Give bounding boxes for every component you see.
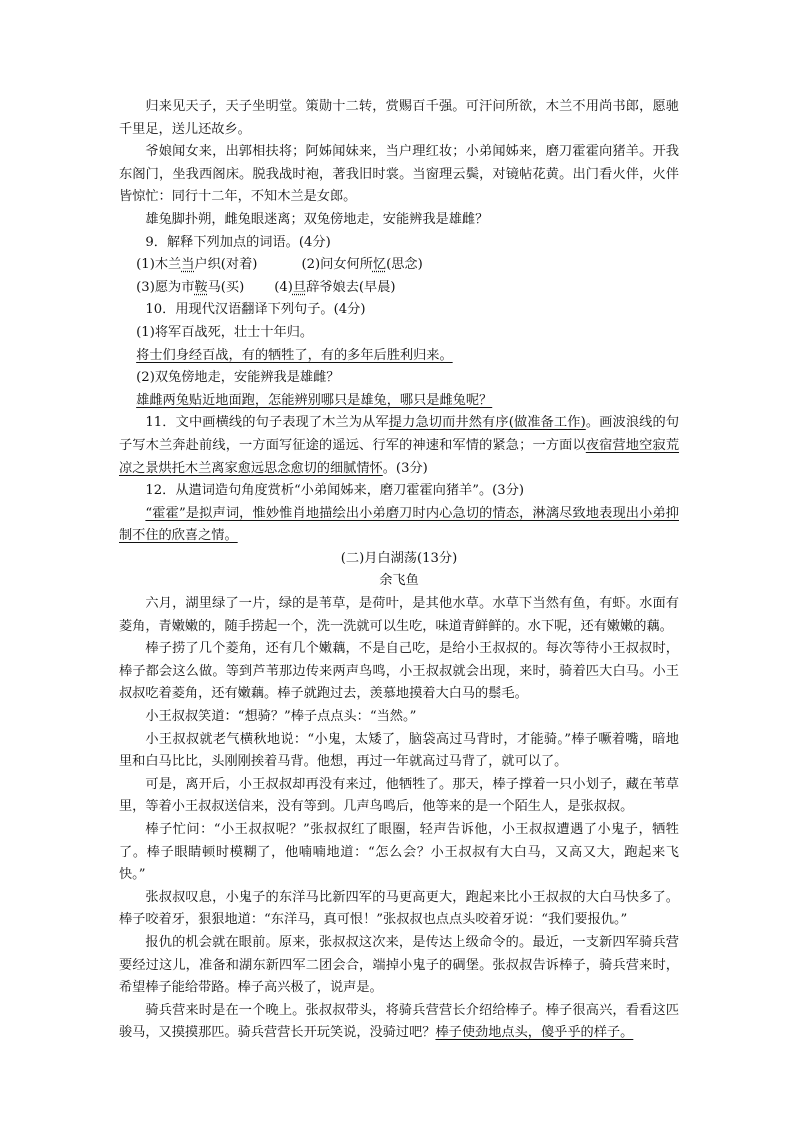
q12-answer-text: “霍霍”是拟声词，惟妙惟肖地描绘出小弟磨刀时内心急切的情态，淋漓尽致地表现出小弟抑制不住的欣喜之情。 xyxy=(119,505,679,544)
q11-answer-2: 夜宿营地空寂荒凉之景烘托木兰离家愈远思念愈切的细腻情怀 xyxy=(119,437,680,476)
q9-option-1 xyxy=(136,254,257,277)
q10-answer-2-text: 雄雌两兔贴近地面跑，怎能辨别哪只是雄兔，哪只是雌兔呢？ xyxy=(136,392,493,408)
q9-option-2-dotted-word: 忆 xyxy=(372,257,387,273)
q9-option-3-prefix: (3)愿为市 xyxy=(136,279,195,295)
q9-option-2-suffix: (思念) xyxy=(386,257,423,273)
story-paragraph: 报仇的机会就在眼前。原来，张叔叔这次来，是传达上级命令的。最近，一支新四军骑兵营要经过这儿，准备和湖东新四军二团会合，端掉小鬼子的碉堡。张叔叔告诉棒子，骑兵营来时，希望棒子能给带路。棒子高兴极了，说声是。 xyxy=(119,934,679,996)
question-9-options-row-1 xyxy=(119,254,679,277)
q9-option-2-prefix: (2)问女何所 xyxy=(301,257,373,273)
q9-option-3-dotted-word: 鞍 xyxy=(194,279,208,295)
question-10-stem: 10．用现代汉语翻译下列句子。(4分) xyxy=(145,302,366,318)
author-name: 余飞鱼 xyxy=(379,573,419,589)
story-underlined-sentence: 棒子使劲地点头，傻乎乎的样子。 xyxy=(435,1025,634,1041)
poem-paragraph-2: 爷娘闻女来，出郭相扶将；阿姊闻妹来，当户理红妆；小弟闻姊来，磨刀霍霍向猪羊。开我东阁门，坐我西阁床。脱我战时袍，著我旧时裳。当窗理云鬓，对镜帖花黄。出门看火伴，火伴皆惊忙：同行十二年，不知木兰是女郎。 xyxy=(119,144,679,205)
q9-option-4-suffix: 辞爷娘去(早晨) xyxy=(306,279,396,295)
story-paragraph: 小王叔叔就老气横秋地说：“小鬼，太矮了，脑袋高过马背时，才能骑。”棒子噘着嘴，暗地里和白马比比，头刚刚挨着马背。他想，再过一年就高过马背了，就可以了。 xyxy=(119,731,679,770)
poem-paragraph-3: 雄兔脚扑朔，雌兔眼迷离；双兔傍地走，安能辨我是雄雌？ xyxy=(145,211,489,227)
q9-option-3 xyxy=(136,277,244,300)
story-paragraph: 六月，湖里绿了一片，绿的是苇草，是荷叶，是其他水草。水草下当然有鱼，有虾。水面有菱角，青嫩嫩的，随手捞起一个，洗一洗就可以生吃，味道青鲜鲜的。水下呢，还有嫩嫩的藕。 xyxy=(119,596,679,634)
q9-option-2 xyxy=(301,254,422,277)
q10-answer-1-text: 将士们身经百战，有的牺牲了，有的多年后胜利归来。 xyxy=(136,347,453,363)
q9-option-4-prefix: (4) xyxy=(274,279,293,295)
question-10-sentence-2: (2)双兔傍地走，安能辨我是雄雌？ xyxy=(136,370,340,386)
q11-answer-1: 提力急切而井然有序(做准备工作) xyxy=(388,415,586,431)
q11-text-3: 。(3分) xyxy=(382,460,428,476)
q9-option-1-suffix: 户织(对着) xyxy=(194,257,258,273)
story-last-paragraph xyxy=(119,1000,679,1045)
question-11 xyxy=(119,412,679,480)
story-paragraph: 棒子忙问：“小王叔叔呢？”张叔叔红了眼圈，轻声告诉他，小王叔叔遭遇了小鬼子，牺牲了。棒子眼睛顿时模糊了，他喃喃地道：“怎么会？小王叔叔有大白马，又高又大，跑起来飞快。” xyxy=(119,822,679,883)
story-paragraph: 可是，离开后，小王叔叔却再没有来过，他牺牲了。那天，棒子撑着一只小划子，藏在苇草里，等着小王叔叔送信来，没有等到。几声鸟鸣后，他等来的是一个陌生人，是张叔叔。 xyxy=(119,776,679,815)
section-title: (二)月白湖荡(13分) xyxy=(340,550,458,566)
story-paragraph: 小王叔叔笑道：“想骑？”棒子点点头：“当然。” xyxy=(145,709,417,725)
story-paragraph: 张叔叔叹息，小鬼子的东洋马比新四军的马更高更大，跑起来比小王叔叔的大白马快多了。棒子咬着牙，狠狠地道：“东洋马，真可恨！”张叔叔也点点头咬着牙说：“我们要报仇。” xyxy=(119,889,679,928)
story-last-text: 骑兵营来时是在一个晚上。张叔叔带头，将骑兵营营长介绍给棒子。棒子很高兴，看看这匹骏马，又摸摸那匹。骑兵营营长开玩笑说，没骑过吧？ xyxy=(119,1002,679,1041)
question-10-sentence-1: (1)将军百战死，壮士十年归。 xyxy=(136,324,314,340)
q11-text-2: 。画波浪线的句子写木兰奔赴前线，一方面写征途的遥远、行军的神速和军情的紧急；一方面以 xyxy=(119,415,680,453)
q9-option-3-suffix: 马(买) xyxy=(207,279,245,295)
question-12-answer xyxy=(119,503,679,548)
question-12-stem: 12．从遣词造句角度赏析“小弟闻姊来，磨刀霍霍向猪羊”。(3分) xyxy=(145,483,525,499)
poem-paragraph-1: 归来见天子，天子坐明堂。策勋十二转，赏赐百千强。可汗问所欲，木兰不用尚书郎，愿驰千里足，送儿还故乡。 xyxy=(119,99,679,137)
q9-option-4 xyxy=(274,277,395,300)
story-paragraph: 棒子捞了几个菱角，还有几个嫩藕，不是自己吃，是给小王叔叔的。每次等待小王叔叔时，棒子都会这么做。等到芦苇那边传来两声鸟鸣，小王叔叔就会出现，来时，骑着匹大白马。小王叔叔吃着菱角，还有嫩藕。棒子就跑过去，羡慕地摸着大白马的鬃毛。 xyxy=(119,641,679,702)
document-content xyxy=(119,96,679,1045)
question-9-options-row-2 xyxy=(119,277,679,300)
q9-option-1-prefix: (1)木兰 xyxy=(136,257,182,273)
q9-option-1-dotted-word: 当 xyxy=(181,257,195,273)
question-10-answer-2 xyxy=(119,390,679,413)
q9-option-4-dotted-word: 旦 xyxy=(292,279,307,295)
question-9-stem: 9．解释下列加点的词语。(4分) xyxy=(145,234,331,250)
question-10-answer-1 xyxy=(119,345,679,368)
q11-text-1: 11．文中画横线的句子表现了木兰为从军 xyxy=(145,415,389,431)
